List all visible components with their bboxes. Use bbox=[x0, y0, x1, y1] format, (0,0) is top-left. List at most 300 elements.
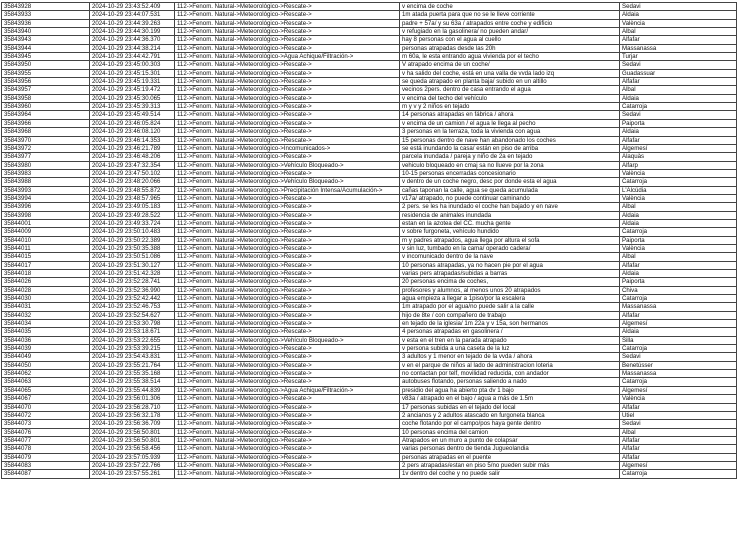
municipality-cell: Alfafar bbox=[620, 136, 737, 144]
category-cell: 112->Fenom. Natural->Meteorológico->Rescate-> bbox=[175, 44, 400, 52]
table-row bbox=[2, 420, 737, 428]
incident-id-cell: 35843964 bbox=[2, 111, 90, 119]
timestamp-cell: 2024-10-29 23:46:05.824 bbox=[90, 119, 175, 127]
timestamp-cell: 2024-10-29 23:55:38.514 bbox=[90, 378, 175, 386]
description-cell: 17 personas subidas en el tejado del local bbox=[400, 403, 620, 411]
municipality-cell: Alfafar bbox=[620, 445, 737, 453]
incident-id-cell: 35844026 bbox=[2, 278, 90, 286]
category-cell: 112->Fenom. Natural->Meteorológico->Rescate-> bbox=[175, 361, 400, 369]
description-cell: 1m atrapado por el agua/no puede salir a la calle bbox=[400, 303, 620, 311]
table-row bbox=[2, 28, 737, 36]
table-row bbox=[2, 461, 737, 469]
municipality-cell: Alfafar bbox=[620, 78, 737, 86]
category-cell: 112->Fenom. Natural->Meteorológico->Rescate-> bbox=[175, 236, 400, 244]
table-row bbox=[2, 69, 737, 77]
category-cell: 112->Fenom. Natural->Meteorológico->Rescate-> bbox=[175, 395, 400, 403]
description-cell: vehiculo bloqueado en cmaj sa no llueve por la zona bbox=[400, 161, 620, 169]
description-cell: 3 adultos y 1 menor en tejado de la vvda / ahora bbox=[400, 353, 620, 361]
category-cell: 112->Fenom. Natural->Meteorológico->Rescate-> bbox=[175, 428, 400, 436]
description-cell: se está inundando la casa/ están en piso de arriba bbox=[400, 144, 620, 152]
table-row bbox=[2, 53, 737, 61]
incident-id-cell: 35844065 bbox=[2, 386, 90, 394]
municipality-cell: Catarroja bbox=[620, 378, 737, 386]
description-cell: v encima de coche bbox=[400, 3, 620, 11]
timestamp-cell: 2024-10-29 23:45:19.472 bbox=[90, 86, 175, 94]
table-row bbox=[2, 295, 737, 303]
timestamp-cell: 2024-10-29 23:44:07.531 bbox=[90, 11, 175, 19]
description-cell: 20 personas encima de coches, bbox=[400, 278, 620, 286]
incident-id-cell: 35844049 bbox=[2, 353, 90, 361]
incident-table bbox=[1, 2, 737, 479]
category-cell: 112->Fenom. Natural->Meteorológico->Rescate-> bbox=[175, 61, 400, 69]
incident-id-cell: 35844039 bbox=[2, 345, 90, 353]
municipality-cell: Benetússer bbox=[620, 361, 737, 369]
table-row bbox=[2, 86, 737, 94]
municipality-cell: Alfafar bbox=[620, 403, 737, 411]
description-cell: v17a/ atrapado, no puede continuar caminando bbox=[400, 194, 620, 202]
incident-id-cell: 35844032 bbox=[2, 311, 90, 319]
category-cell: 112->Fenom. Natural->Meteorológico->Agua Achique/Filtración-> bbox=[175, 53, 400, 61]
category-cell: 112->Fenom. Natural->Meteorológico->Rescate-> bbox=[175, 453, 400, 461]
incident-id-cell: 35844063 bbox=[2, 378, 90, 386]
incident-id-cell: 35843955 bbox=[2, 69, 90, 77]
category-cell: 112->Fenom. Natural->Meteorológico->Incomunicados-> bbox=[175, 144, 400, 152]
municipality-cell: Aldaia bbox=[620, 128, 737, 136]
description-cell: no contactan por telf, movilidad reducida, con andador bbox=[400, 370, 620, 378]
description-cell: personas atrapadas desde las 20h bbox=[400, 44, 620, 52]
category-cell: 112->Fenom. Natural->Meteorológico->Rescate-> bbox=[175, 3, 400, 11]
incident-id-cell: 35843950 bbox=[2, 61, 90, 69]
table-row bbox=[2, 370, 737, 378]
description-cell: v ha salido del coche, está en una valla de vvda lado izq bbox=[400, 69, 620, 77]
category-cell: 112->Fenom. Natural->Meteorológico->Rescate-> bbox=[175, 270, 400, 278]
municipality-cell: Aldaia bbox=[620, 11, 737, 19]
timestamp-cell: 2024-10-29 23:53:39.215 bbox=[90, 345, 175, 353]
municipality-cell: Aldaia bbox=[620, 94, 737, 102]
category-cell: 112->Fenom. Natural->Meteorológico->Rescate-> bbox=[175, 136, 400, 144]
category-cell: 112->Fenom. Natural->Meteorológico->Rescate-> bbox=[175, 345, 400, 353]
category-cell: 112->Fenom. Natural->Meteorológico->Rescate-> bbox=[175, 445, 400, 453]
table-row bbox=[2, 169, 737, 177]
table-row bbox=[2, 336, 737, 344]
table-row bbox=[2, 303, 737, 311]
description-cell: presidio del agua ha abierto pta dv 1 bajo bbox=[400, 386, 620, 394]
municipality-cell: Alfafar bbox=[620, 36, 737, 44]
timestamp-cell: 2024-10-29 23:50:35.388 bbox=[90, 244, 175, 252]
timestamp-cell: 2024-10-29 23:50:51.086 bbox=[90, 253, 175, 261]
table-row bbox=[2, 286, 737, 294]
timestamp-cell: 2024-10-29 23:51:30.127 bbox=[90, 261, 175, 269]
table-row bbox=[2, 395, 737, 403]
category-cell: 112->Fenom. Natural->Meteorológico->Rescate-> bbox=[175, 211, 400, 219]
category-cell: 112->Fenom. Natural->Meteorológico->Rescate-> bbox=[175, 436, 400, 444]
timestamp-cell: 2024-10-29 23:53:18.671 bbox=[90, 328, 175, 336]
municipality-cell: Paiporta bbox=[620, 278, 737, 286]
incident-id-cell: 35843957 bbox=[2, 86, 90, 94]
category-cell: 112->Fenom. Natural->Meteorológico->Vehículo Bloqueado-> bbox=[175, 336, 400, 344]
description-cell: 1v dentro del coche y no puede salir bbox=[400, 470, 620, 478]
table-row bbox=[2, 270, 737, 278]
category-cell: 112->Fenom. Natural->Meteorológico->Vehículo Bloqueado-> bbox=[175, 161, 400, 169]
municipality-cell: Alfafar bbox=[620, 453, 737, 461]
incident-id-cell: 35843993 bbox=[2, 186, 90, 194]
incident-id-cell: 35844028 bbox=[2, 286, 90, 294]
municipality-cell: València bbox=[620, 194, 737, 202]
timestamp-cell: 2024-10-29 23:47:50.102 bbox=[90, 169, 175, 177]
table-row bbox=[2, 136, 737, 144]
timestamp-cell: 2024-10-29 23:56:50.801 bbox=[90, 428, 175, 436]
timestamp-cell: 2024-10-29 23:49:28.522 bbox=[90, 211, 175, 219]
timestamp-cell: 2024-10-29 23:52:36.990 bbox=[90, 286, 175, 294]
timestamp-cell: 2024-10-29 23:51:42.328 bbox=[90, 270, 175, 278]
table-row bbox=[2, 361, 737, 369]
table-row bbox=[2, 411, 737, 419]
incident-id-cell: 35843977 bbox=[2, 153, 90, 161]
timestamp-cell: 2024-10-29 23:47:32.354 bbox=[90, 161, 175, 169]
incident-id-cell: 35844011 bbox=[2, 244, 90, 252]
incident-id-cell: 35844076 bbox=[2, 428, 90, 436]
municipality-cell: Aldaia bbox=[620, 328, 737, 336]
description-cell: v sobre furgoneta, vehículo hundido bbox=[400, 228, 620, 236]
category-cell: 112->Fenom. Natural->Meteorológico->Rescate-> bbox=[175, 111, 400, 119]
municipality-cell: Chiva bbox=[620, 286, 737, 294]
description-cell: autobuses flotando, personas saliendo a nado bbox=[400, 378, 620, 386]
municipality-cell: València bbox=[620, 19, 737, 27]
table-row bbox=[2, 19, 737, 27]
description-cell: 4 personas atrapadas en gasolinera / bbox=[400, 328, 620, 336]
category-cell: 112->Fenom. Natural->Meteorológico->Rescate-> bbox=[175, 19, 400, 27]
category-cell: 112->Fenom. Natural->Meteorológico->Rescate-> bbox=[175, 303, 400, 311]
timestamp-cell: 2024-10-29 23:46:48.206 bbox=[90, 153, 175, 161]
table-row bbox=[2, 253, 737, 261]
category-cell: 112->Fenom. Natural->Meteorológico->Rescate-> bbox=[175, 219, 400, 227]
description-cell: coche flotando por el campo/pos haya gente dentro bbox=[400, 420, 620, 428]
timestamp-cell: 2024-10-29 23:48:20.066 bbox=[90, 178, 175, 186]
municipality-cell: Algemesí bbox=[620, 320, 737, 328]
category-cell: 112->Fenom. Natural->Meteorológico->Rescate-> bbox=[175, 194, 400, 202]
description-cell: 10-15 personas encerradas concesionario bbox=[400, 169, 620, 177]
category-cell: 112->Fenom. Natural->Meteorológico->Rescate-> bbox=[175, 320, 400, 328]
municipality-cell: Sedavi bbox=[620, 111, 737, 119]
table-body bbox=[2, 3, 737, 479]
incident-id-cell: 35844015 bbox=[2, 253, 90, 261]
table-row bbox=[2, 261, 737, 269]
incident-id-cell: 35843936 bbox=[2, 19, 90, 27]
category-cell: 112->Fenom. Natural->Meteorológico->Rescate-> bbox=[175, 403, 400, 411]
municipality-cell: Algemesí bbox=[620, 386, 737, 394]
timestamp-cell: 2024-10-29 23:57:55.261 bbox=[90, 470, 175, 478]
timestamp-cell: 2024-10-29 23:48:55.872 bbox=[90, 186, 175, 194]
category-cell: 112->Fenom. Natural->Meteorológico->Rescate-> bbox=[175, 78, 400, 86]
table-row bbox=[2, 161, 737, 169]
category-cell: 112->Fenom. Natural->Meteorológico->Rescate-> bbox=[175, 311, 400, 319]
table-row bbox=[2, 61, 737, 69]
category-cell: 112->Fenom. Natural->Meteorológico->Rescate-> bbox=[175, 128, 400, 136]
description-cell: varias personas dentro de tienda Jugueolandia bbox=[400, 445, 620, 453]
incident-id-cell: 35844050 bbox=[2, 361, 90, 369]
table-row bbox=[2, 203, 737, 211]
description-cell: personas atrapadas en el puente bbox=[400, 453, 620, 461]
incident-id-cell: 35844001 bbox=[2, 219, 90, 227]
incident-id-cell: 35844070 bbox=[2, 403, 90, 411]
description-cell: v83a / atrapado en el bajo / agua a más de 1.5m bbox=[400, 395, 620, 403]
description-cell: 2 pers. se les ha inundado el coche han bajado y en nave bbox=[400, 203, 620, 211]
incident-id-cell: 35843958 bbox=[2, 94, 90, 102]
description-cell: 10 personas atrapadas, ya no hacen pie por el agua bbox=[400, 261, 620, 269]
description-cell: residencia de animales inundada bbox=[400, 211, 620, 219]
table-row bbox=[2, 236, 737, 244]
timestamp-cell: 2024-10-29 23:44:38.214 bbox=[90, 44, 175, 52]
incident-id-cell: 35844036 bbox=[2, 336, 90, 344]
category-cell: 112->Fenom. Natural->Meteorológico->Rescate-> bbox=[175, 378, 400, 386]
description-cell: vecinos 2pers. dentro de casa entrando el agua bbox=[400, 86, 620, 94]
description-cell: v incomunicado dentro de la nave bbox=[400, 253, 620, 261]
category-cell: 112->Fenom. Natural->Meteorológico->Rescate-> bbox=[175, 278, 400, 286]
municipality-cell: Alfarp bbox=[620, 161, 737, 169]
incident-id-cell: 35844030 bbox=[2, 295, 90, 303]
municipality-cell: Algemesí bbox=[620, 144, 737, 152]
category-cell: 112->Fenom. Natural->Meteorológico->Rescate-> bbox=[175, 411, 400, 419]
municipality-cell: Catarroja bbox=[620, 178, 737, 186]
table-row bbox=[2, 311, 737, 319]
municipality-cell: Alfafar bbox=[620, 311, 737, 319]
timestamp-cell: 2024-10-29 23:46:14.353 bbox=[90, 136, 175, 144]
category-cell: 112->Fenom. Natural->Meteorológico->Rescate-> bbox=[175, 328, 400, 336]
timestamp-cell: 2024-10-29 23:49:05.183 bbox=[90, 203, 175, 211]
table-row bbox=[2, 178, 737, 186]
table-row bbox=[2, 328, 737, 336]
table-row bbox=[2, 445, 737, 453]
description-cell: 2 ancianos y 2 adultos atascado en furgoneta blanca bbox=[400, 411, 620, 419]
table-row bbox=[2, 378, 737, 386]
table-row bbox=[2, 470, 737, 478]
timestamp-cell: 2024-10-29 23:48:57.965 bbox=[90, 194, 175, 202]
table-row bbox=[2, 403, 737, 411]
table-row bbox=[2, 11, 737, 19]
description-cell: estan en la azotea del CC. mucha gente bbox=[400, 219, 620, 227]
description-cell: hay 8 personas con el agua al cuello bbox=[400, 36, 620, 44]
timestamp-cell: 2024-10-29 23:52:54.627 bbox=[90, 311, 175, 319]
municipality-cell: Albal bbox=[620, 428, 737, 436]
table-row bbox=[2, 453, 737, 461]
timestamp-cell: 2024-10-29 23:52:42.442 bbox=[90, 295, 175, 303]
timestamp-cell: 2024-10-29 23:43:52.409 bbox=[90, 3, 175, 11]
description-cell: v persona subida a una caseta de la luz bbox=[400, 345, 620, 353]
municipality-cell: Utiel bbox=[620, 411, 737, 419]
incident-id-cell: 35843980 bbox=[2, 161, 90, 169]
description-cell: varias pers atrapadas/subidas a barras bbox=[400, 270, 620, 278]
incident-id-cell: 35844035 bbox=[2, 328, 90, 336]
category-cell: 112->Fenom. Natural->Meteorológico->Rescate-> bbox=[175, 203, 400, 211]
municipality-cell: Aldaia bbox=[620, 270, 737, 278]
description-cell: 2 pers atrapadas/estan en piso 5/no pueden subir más bbox=[400, 461, 620, 469]
timestamp-cell: 2024-10-29 23:45:19.331 bbox=[90, 78, 175, 86]
incident-id-cell: 35844072 bbox=[2, 411, 90, 419]
description-cell: 3 personas en la terraza, toda la vivienda con agua bbox=[400, 128, 620, 136]
timestamp-cell: 2024-10-29 23:45:49.514 bbox=[90, 111, 175, 119]
incident-id-cell: 35843940 bbox=[2, 28, 90, 36]
municipality-cell: Massanassa bbox=[620, 303, 737, 311]
incident-id-cell: 35844079 bbox=[2, 453, 90, 461]
incident-id-cell: 35843972 bbox=[2, 144, 90, 152]
description-cell: hijo de 8te / con compañero de trabajo bbox=[400, 311, 620, 319]
category-cell: 112->Fenom. Natural->Meteorológico->Agua Achique/Filtración-> bbox=[175, 386, 400, 394]
category-cell: 112->Fenom. Natural->Meteorológico->Rescate-> bbox=[175, 228, 400, 236]
municipality-cell: Paiporta bbox=[620, 236, 737, 244]
municipality-cell: Albal bbox=[620, 28, 737, 36]
incident-id-cell: 35844031 bbox=[2, 303, 90, 311]
description-cell: se queda atrapado en planta baja/ subido en un altillo bbox=[400, 78, 620, 86]
table-row bbox=[2, 186, 737, 194]
category-cell: 112->Fenom. Natural->Meteorológico->Rescate-> bbox=[175, 153, 400, 161]
incident-id-cell: 35844062 bbox=[2, 370, 90, 378]
description-cell: v sin luz, tumbado en la cama/ operado cadera/ bbox=[400, 244, 620, 252]
category-cell: 112->Fenom. Natural->Meteorológico->Rescate-> bbox=[175, 69, 400, 77]
timestamp-cell: 2024-10-29 23:50:10.483 bbox=[90, 228, 175, 236]
description-cell: 14 personas atrapadas en fábrica / ahora bbox=[400, 111, 620, 119]
incident-id-cell: 35844009 bbox=[2, 228, 90, 236]
timestamp-cell: 2024-10-29 23:56:01.306 bbox=[90, 395, 175, 403]
category-cell: 112->Fenom. Natural->Meteorológico->Rescate-> bbox=[175, 103, 400, 111]
category-cell: 112->Fenom. Natural->Meteorológico->Rescate-> bbox=[175, 28, 400, 36]
description-cell: parcela inundada / pareja y niño de 2a en tejado bbox=[400, 153, 620, 161]
timestamp-cell: 2024-10-29 23:45:00.303 bbox=[90, 61, 175, 69]
table-row bbox=[2, 78, 737, 86]
municipality-cell: Massanassa bbox=[620, 44, 737, 52]
category-cell: 112->Fenom. Natural->Meteorológico->Rescate-> bbox=[175, 461, 400, 469]
timestamp-cell: 2024-10-29 23:44:39.263 bbox=[90, 19, 175, 27]
table-row bbox=[2, 94, 737, 102]
incident-id-cell: 35844087 bbox=[2, 470, 90, 478]
category-cell: 112->Fenom. Natural->Meteorológico->Rescate-> bbox=[175, 11, 400, 19]
incident-id-cell: 35844010 bbox=[2, 236, 90, 244]
municipality-cell: Catarroja bbox=[620, 103, 737, 111]
category-cell: 112->Fenom. Natural->Meteorológico->Precipitación Intensa/Acumulación-> bbox=[175, 186, 400, 194]
description-cell: en tejado de la iglesia/ 1m 22a y v 15a, son hermanos bbox=[400, 320, 620, 328]
incident-id-cell: 35843944 bbox=[2, 44, 90, 52]
incident-id-cell: 35843945 bbox=[2, 53, 90, 61]
table-row bbox=[2, 111, 737, 119]
incident-id-cell: 35843968 bbox=[2, 128, 90, 136]
municipality-cell: Alaquàs bbox=[620, 153, 737, 161]
category-cell: 112->Fenom. Natural->Meteorológico->Rescate-> bbox=[175, 86, 400, 94]
municipality-cell: Massanassa bbox=[620, 370, 737, 378]
timestamp-cell: 2024-10-29 23:55:44.839 bbox=[90, 386, 175, 394]
description-cell: 1m atada puerta para que no se le lleve corriente bbox=[400, 11, 620, 19]
incident-id-cell: 35843996 bbox=[2, 203, 90, 211]
municipality-cell: Sedavi bbox=[620, 353, 737, 361]
municipality-cell: Sedavi bbox=[620, 61, 737, 69]
municipality-cell: Catarroja bbox=[620, 295, 737, 303]
category-cell: 112->Fenom. Natural->Meteorológico->Rescate-> bbox=[175, 261, 400, 269]
description-cell: m 60a, le esta entrando agua vivienda por el techo bbox=[400, 53, 620, 61]
timestamp-cell: 2024-10-29 23:44:36.370 bbox=[90, 36, 175, 44]
municipality-cell: Albal bbox=[620, 253, 737, 261]
timestamp-cell: 2024-10-29 23:46:08.120 bbox=[90, 128, 175, 136]
incident-id-cell: 35844078 bbox=[2, 445, 90, 453]
timestamp-cell: 2024-10-29 23:53:22.655 bbox=[90, 336, 175, 344]
timestamp-cell: 2024-10-29 23:56:32.178 bbox=[90, 411, 175, 419]
timestamp-cell: 2024-10-29 23:52:28.741 bbox=[90, 278, 175, 286]
timestamp-cell: 2024-10-29 23:52:46.753 bbox=[90, 303, 175, 311]
municipality-cell: València bbox=[620, 244, 737, 252]
municipality-cell: Turjar bbox=[620, 53, 737, 61]
timestamp-cell: 2024-10-29 23:45:15.301 bbox=[90, 69, 175, 77]
table-row bbox=[2, 428, 737, 436]
incident-id-cell: 35843943 bbox=[2, 36, 90, 44]
category-cell: 112->Fenom. Natural->Meteorológico->Rescate-> bbox=[175, 253, 400, 261]
category-cell: 112->Fenom. Natural->Meteorológico->Rescate-> bbox=[175, 94, 400, 102]
category-cell: 112->Fenom. Natural->Meteorológico->Rescate-> bbox=[175, 119, 400, 127]
table-row bbox=[2, 244, 737, 252]
category-cell: 112->Fenom. Natural->Meteorológico->Rescate-> bbox=[175, 370, 400, 378]
incident-id-cell: 35844067 bbox=[2, 395, 90, 403]
description-cell: v en el parque de niños al lado de administracion loteria bbox=[400, 361, 620, 369]
description-cell: agua empieza a llegar a 1piso/por la escalera bbox=[400, 295, 620, 303]
description-cell: v encima de un camion / el agua le llega al pecho bbox=[400, 119, 620, 127]
incident-id-cell: 35843928 bbox=[2, 3, 90, 11]
timestamp-cell: 2024-10-29 23:44:30.199 bbox=[90, 28, 175, 36]
description-cell: cañas taponan la calle, agua se queda acumulada bbox=[400, 186, 620, 194]
category-cell: 112->Fenom. Natural->Meteorológico->Rescate-> bbox=[175, 295, 400, 303]
timestamp-cell: 2024-10-29 23:56:50.801 bbox=[90, 436, 175, 444]
category-cell: 112->Fenom. Natural->Meteorológico->Rescate-> bbox=[175, 244, 400, 252]
table-row bbox=[2, 219, 737, 227]
timestamp-cell: 2024-10-29 23:55:35.168 bbox=[90, 370, 175, 378]
municipality-cell: València bbox=[620, 169, 737, 177]
table-row bbox=[2, 36, 737, 44]
timestamp-cell: 2024-10-29 23:54:43.831 bbox=[90, 353, 175, 361]
incident-id-cell: 35844018 bbox=[2, 270, 90, 278]
timestamp-cell: 2024-10-29 23:49:33.724 bbox=[90, 219, 175, 227]
incident-id-cell: 35843998 bbox=[2, 211, 90, 219]
municipality-cell: Silla bbox=[620, 336, 737, 344]
table-row bbox=[2, 353, 737, 361]
table-row bbox=[2, 211, 737, 219]
category-cell: 112->Fenom. Natural->Meteorológico->Rescate-> bbox=[175, 169, 400, 177]
timestamp-cell: 2024-10-29 23:56:36.709 bbox=[90, 420, 175, 428]
timestamp-cell: 2024-10-29 23:56:58.456 bbox=[90, 445, 175, 453]
table-row bbox=[2, 386, 737, 394]
table-row bbox=[2, 228, 737, 236]
table-row bbox=[2, 153, 737, 161]
description-cell: 10 personas encima del camion bbox=[400, 428, 620, 436]
municipality-cell: Paiporta bbox=[620, 119, 737, 127]
incident-id-cell: 35844077 bbox=[2, 436, 90, 444]
description-cell: profesores y alumnos, al menos unos 20 atrapados bbox=[400, 286, 620, 294]
incident-id-cell: 35844034 bbox=[2, 320, 90, 328]
table-row bbox=[2, 194, 737, 202]
incident-id-cell: 35844017 bbox=[2, 261, 90, 269]
table-row bbox=[2, 3, 737, 11]
municipality-cell: Albal bbox=[620, 203, 737, 211]
incident-id-cell: 35843988 bbox=[2, 178, 90, 186]
timestamp-cell: 2024-10-29 23:57:05.939 bbox=[90, 453, 175, 461]
description-cell: v dentro de un coche negro, desc por donde esta el agua bbox=[400, 178, 620, 186]
table-row bbox=[2, 44, 737, 52]
municipality-cell: Algemesí bbox=[620, 461, 737, 469]
category-cell: 112->Fenom. Natural->Meteorológico->Rescate-> bbox=[175, 286, 400, 294]
table-row bbox=[2, 320, 737, 328]
description-cell: v refugiado en la gasolinera/ no pueden andar/ bbox=[400, 28, 620, 36]
category-cell: 112->Fenom. Natural->Meteorológico->Rescate-> bbox=[175, 353, 400, 361]
timestamp-cell: 2024-10-29 23:56:28.710 bbox=[90, 403, 175, 411]
category-cell: 112->Fenom. Natural->Meteorológico->Rescate-> bbox=[175, 420, 400, 428]
timestamp-cell: 2024-10-29 23:46:21.789 bbox=[90, 144, 175, 152]
incident-id-cell: 35843994 bbox=[2, 194, 90, 202]
timestamp-cell: 2024-10-29 23:45:39.313 bbox=[90, 103, 175, 111]
municipality-cell: L'Alcúdia bbox=[620, 186, 737, 194]
